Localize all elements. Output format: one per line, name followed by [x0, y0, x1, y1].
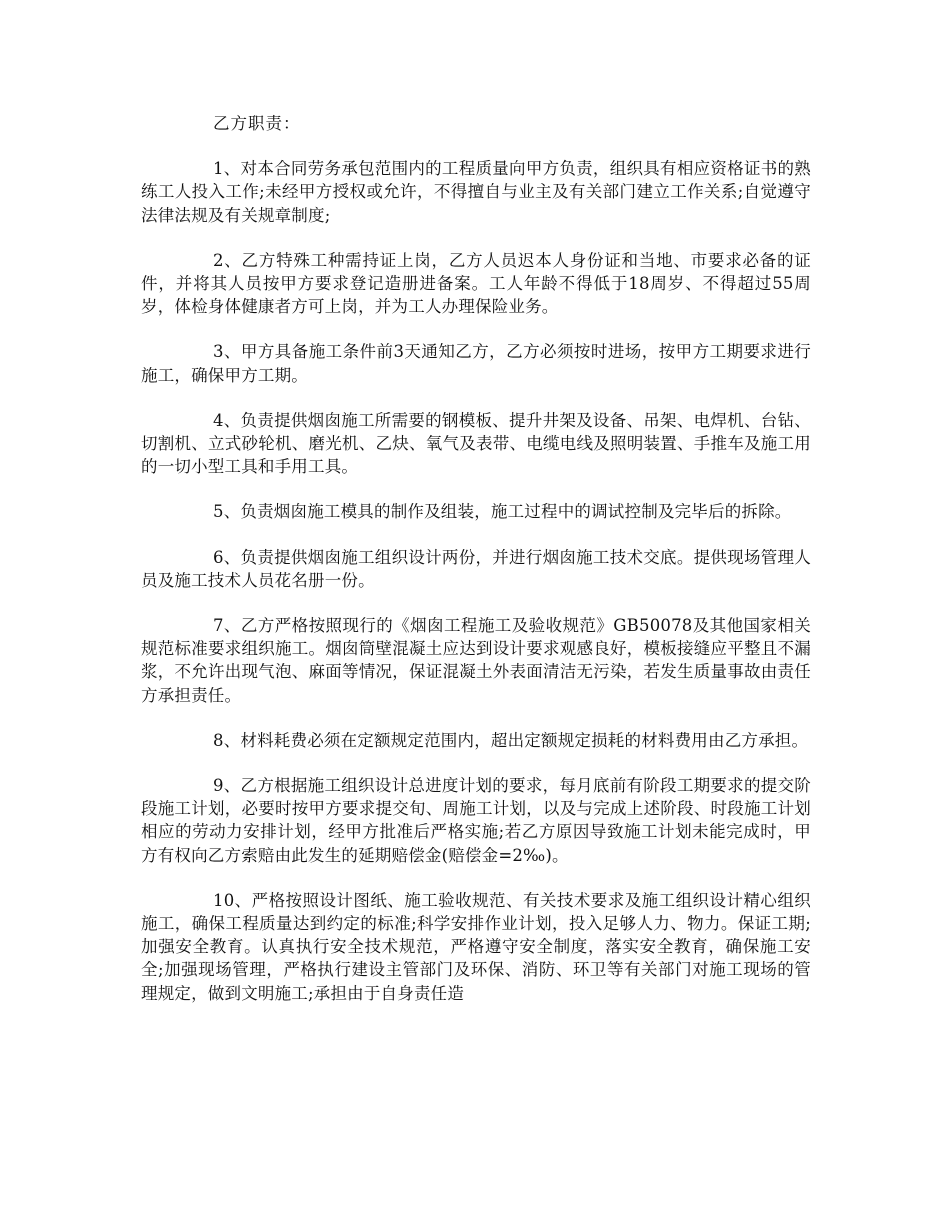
clause-3: 3、甲方具备施工条件前3天通知乙方，乙方必须按时进场，按甲方工期要求进行施工，确保甲方工期。 [141, 342, 811, 385]
clause-4: 4、负责提供烟囱施工所需要的钢模板、提升井架及设备、吊架、电焊机、台钻、切割机、立式砂轮机、磨光机、乙炔、氧气及表带、电缆电线及照明装置、手推车及施工用的一切小型工具和手用工具。 [141, 410, 811, 477]
document-body [141, 112, 811, 1027]
clause-2: 2、乙方特殊工种需持证上岗，乙方人员迟本人身份证和当地、市要求必备的证件，并将其人员按甲方要求登记造册进备案。工人年龄不得低于18周岁、不得超过55周岁，体检身体健康者方可上岗，并为工人办理保险业务。 [141, 250, 811, 317]
clause-5: 5、负责烟囱施工模具的制作及组装，施工过程中的调试控制及完毕后的拆除。 [213, 502, 792, 522]
clause-6: 6、负责提供烟囱施工组织设计两份，并进行烟囱施工技术交底。提供现场管理人员及施工技术人员花名册一份。 [141, 547, 811, 590]
clause-8: 8、材料耗费必须在定额规定范围内，超出定额规定损耗的材料费用由乙方承担。 [213, 730, 809, 750]
clause-10: 10、严格按照设计图纸、施工验收规范、有关技术要求及施工组织设计精心组织施工，确保工程质量达到约定的标准;科学安排作业计划，投入足够人力、物力。保证工期;加强安全教育。认真执行安全技术规范，严格遵守安全制度，落实安全教育，确保施工安全;加强现场管理，严格执行建设主管部门及环保、消防、环卫等有关部门对施工现场的管理规定，做到文明施工;承担由于自身责任造 [141, 890, 811, 1003]
clause-7: 7、乙方严格按照现行的《烟囱工程施工及验收规范》GB50078及其他国家相关规范标准要求组织施工。烟囱筒壁混凝土应达到设计要求观感良好，模板接缝应平整且不漏浆，不允许出现气泡、麻面等情况，保证混凝土外表面清洁无污染，若发生质量事故由责任方承担责任。 [141, 616, 811, 705]
section-heading: 乙方职责： [213, 114, 301, 133]
clause-9: 9、乙方根据施工组织设计总进度计划的要求，每月底前有阶段工期要求的提交阶段施工计划，必要时按甲方要求提交旬、周施工计划，以及与完成上述阶段、时段施工计划相应的劳动力安排计划，经甲方批准后严格实施;若乙方原因导致施工计划未能完成时，甲方有权向乙方索赔由此发生的延期赔偿金(赔偿金=2‰)。 [141, 776, 811, 865]
clause-1: 1、对本合同劳务承包范围内的工程质量向甲方负责，组织具有相应资格证书的熟练工人投入工作;未经甲方授权或允许，不得擅自与业主及有关部门建立工作关系;自觉遵守法律法规及有关规章制度; [141, 159, 811, 225]
